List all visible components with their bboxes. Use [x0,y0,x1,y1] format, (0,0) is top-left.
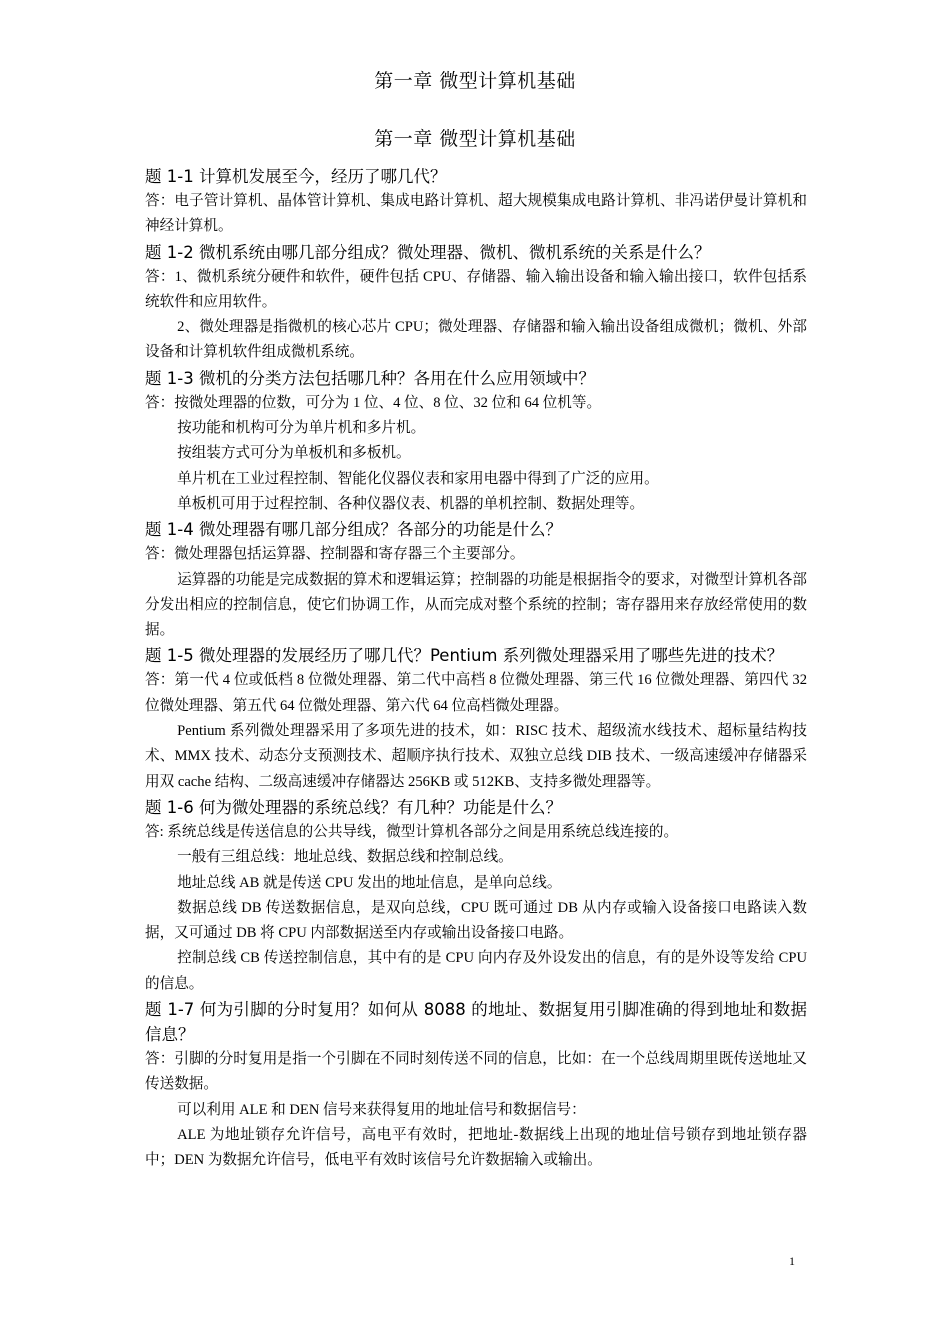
question-heading: 题 1-7 何为引脚的分时复用？如何从 8088 的地址、数据复用引脚准确的得到地址和数据信息？ [145,1000,807,1045]
answer-paragraph: 答：按微处理器的位数，可分为 1 位、4 位、8 位、32 位和 64 位机等。 [145,394,602,411]
document-body [145,164,807,1174]
page-number: 1 [789,1254,795,1268]
chapter-title: 第一章 微型计算机基础 [374,128,576,150]
answer-paragraph: 可以利用 ALE 和 DEN 信号来获得复用的地址信号和数据信号： [177,1101,586,1118]
answer-paragraph: 控制总线 CB 传送控制信息，其中有的是 CPU 向内存及外设发出的信息，有的是外设等发给 CPU 的信息。 [145,950,807,992]
question-heading: 题 1-2 微机系统由哪几部分组成？微处理器、微机、微机系统的关系是什么？ [145,242,711,262]
answer-paragraph: 数据总线 DB 传送数据信息，是双向总线，CPU 既可通过 DB 从内存或输入设备接口电路读入数据，又可通过 DB 将 CPU 内部数据送至内存或输出设备接口电路。 [145,899,807,942]
running-title: 第一章 微型计算机基础 [374,70,576,92]
answer-paragraph: 地址总线 AB 就是传送 CPU 发出的地址信息，是单向总线。 [177,874,562,891]
answer-paragraph: 运算器的功能是完成数据的算术和逻辑运算；控制器的功能是根据指令的要求，对微型计算机各部分发出相应的控制信息，使它们协调工作，从而完成对整个系统的控制；寄存器用来存放经常使用的数据。 [145,571,807,639]
question-heading: 题 1-3 微机的分类方法包括哪几种？各用在什么应用领域中？ [145,368,595,388]
answer-paragraph: 答：微处理器包括运算器、控制器和寄存器三个主要部分。 [145,546,525,563]
question-heading: 题 1-4 微处理器有哪几部分组成？各部分的功能是什么？ [145,520,562,540]
answer-paragraph: 答：第一代 4 位或低档 8 位微处理器、第二代中高档 8 位微处理器、第三代 16 位微处理器、第四代 32 位微处理器、第五代 64 位微处理器、第六代 64 位高档微处理器。 [145,672,807,714]
answer-paragraph: 2、微处理器是指微机的核心芯片 CPU；微处理器、存储器和输入输出设备组成微机；微机、外部设备和计算机软件组成微机系统。 [145,319,807,361]
answer-paragraph: 答：引脚的分时复用是指一个引脚在不同时刻传送不同的信息，比如：在一个总线周期里既传送地址又传送数据。 [145,1051,807,1093]
answer-paragraph: 一般有三组总线：地址总线、数据总线和控制总线。 [177,849,513,866]
answer-paragraph: 答: 系统总线是传送信息的公共导线，微型计算机各部分之间是用系统总线连接的。 [145,823,679,840]
question-heading: 题 1-5 微处理器的发展经历了哪几代？Pentium 系列微处理器采用了哪些先进的技术？ [145,646,784,666]
answer-paragraph: 答：1、微机系统分硬件和软件，硬件包括 CPU、存储器、输入输出设备和输入输出接口，软件包括系统软件和应用软件。 [145,268,807,310]
answer-paragraph: 答：电子管计算机、晶体管计算机、集成电路计算机、超大规模集成电路计算机、非冯诺伊曼计算机和神经计算机。 [145,193,807,235]
answer-paragraph: 单板机可用于过程控制、各种仪器仪表、机器的单机控制、数据处理等。 [177,495,645,512]
answer-paragraph: 按功能和机构可分为单片机和多片机。 [177,420,426,437]
question-heading: 题 1-1 计算机发展至今，经历了哪几代？ [145,167,447,186]
answer-paragraph: 单片机在工业过程控制、智能化仪器仪表和家用电器中得到了广泛的应用。 [177,470,659,487]
question-heading: 题 1-6 何为微处理器的系统总线？有几种？功能是什么？ [145,797,562,817]
answer-paragraph: Pentium 系列微处理器采用了多项先进的技术，如：RISC 技术、超级流水线技术、超标量结构技术、MMX 技术、动态分支预测技术、超顺序执行技术、双独立总线 DIB 技术、一级高速缓冲存储器采用双 cache 结构、二级高速缓冲存储器达 256KB 或 512KB、支持多微处理器等。 [145,723,807,790]
answer-paragraph: 按组装方式可分为单板机和多板机。 [177,445,411,462]
answer-paragraph: ALE 为地址锁存允许信号，高电平有效时，把地址-数据线上出现的地址信号锁存到地址锁存器中；DEN 为数据允许信号，低电平有效时该信号允许数据输入或输出。 [145,1126,807,1169]
